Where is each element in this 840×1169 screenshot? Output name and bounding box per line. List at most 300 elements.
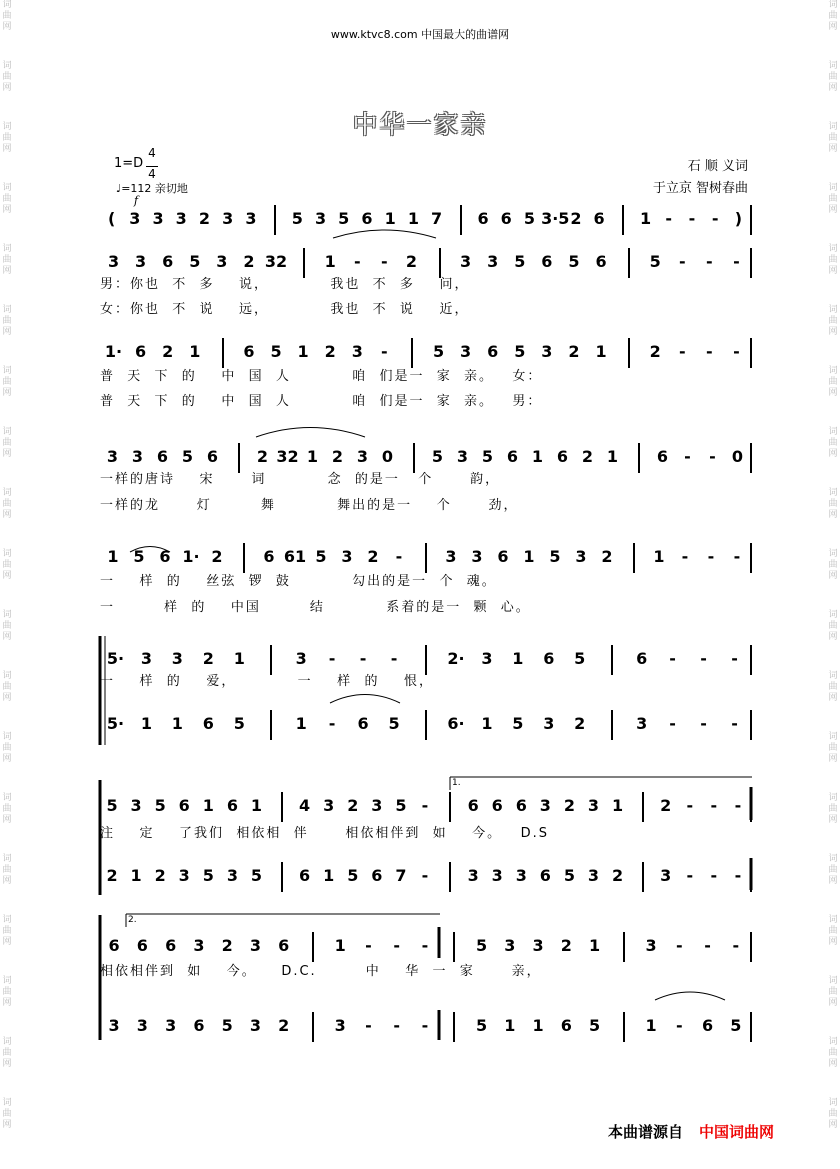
note: - xyxy=(669,714,676,733)
note: 3 xyxy=(226,866,238,885)
note: 3 xyxy=(130,796,142,815)
footer-source-link[interactable]: 中国词曲网 xyxy=(699,1123,775,1141)
watermark-text: 词 曲 网 xyxy=(2,305,12,337)
note: 3 xyxy=(351,342,363,361)
note: 6 xyxy=(202,714,214,733)
watermark-text: 词 曲 网 xyxy=(828,976,838,1008)
note: 6 xyxy=(467,796,479,815)
note: 3 xyxy=(136,1016,148,1035)
site-header: www.ktvc8.com 中国最大的曲谱网 xyxy=(330,28,510,41)
note: 3 xyxy=(575,547,587,566)
note: ) xyxy=(734,209,743,228)
note: 1 xyxy=(306,447,319,466)
note: 2 xyxy=(649,342,661,361)
note: - xyxy=(381,252,388,271)
note: 1 xyxy=(334,936,346,955)
lyric-line: 一样的龙 灯 舞 舞出的是一 个 劲， xyxy=(100,498,519,513)
note: - xyxy=(681,547,689,566)
note: 6 xyxy=(539,866,551,885)
note: 3 xyxy=(107,252,120,271)
note: 3 xyxy=(539,796,551,815)
note: 6 xyxy=(361,209,373,228)
watermark-text: 词 曲 网 xyxy=(2,610,12,642)
note: - xyxy=(706,342,713,361)
watermark-text: 词 曲 网 xyxy=(828,366,838,398)
note: - xyxy=(733,547,741,566)
note: 6 xyxy=(595,252,607,271)
note: 6 xyxy=(357,714,369,733)
watermark-text: 词 曲 网 xyxy=(2,244,12,276)
lyricist-credit: 石 顺 义词 xyxy=(687,159,748,174)
note: 6 xyxy=(108,936,120,955)
note: - xyxy=(684,447,691,466)
note: 6 xyxy=(299,866,311,885)
note: 1 xyxy=(612,796,624,815)
note: 3 xyxy=(216,252,228,271)
note: 1 xyxy=(140,714,152,733)
note: 6 xyxy=(506,447,519,466)
watermark-text: 词 曲 网 xyxy=(2,183,12,215)
note: 6 xyxy=(487,342,499,361)
note: 5 xyxy=(512,714,524,733)
note: 3 xyxy=(445,547,457,566)
note: 3 xyxy=(491,866,503,885)
note: 3 xyxy=(295,649,307,668)
note: 61 xyxy=(283,547,307,566)
lyric-line: 一 样 的 中国 结 系着的是一 颗 心。 xyxy=(100,600,531,615)
note: 2 xyxy=(221,936,233,955)
watermark-text: 词 曲 网 xyxy=(828,488,838,520)
note: 1 xyxy=(189,342,201,361)
note: 5 xyxy=(588,1016,601,1035)
note: 5 xyxy=(181,447,194,466)
footer-source xyxy=(608,1121,774,1142)
note: - xyxy=(395,547,403,566)
note: 5 xyxy=(106,796,118,815)
note: 5 xyxy=(514,342,526,361)
note: 32 xyxy=(276,447,299,466)
note: 5 xyxy=(315,547,327,566)
note: 1 xyxy=(202,796,214,815)
note: 1 xyxy=(523,547,535,566)
watermark-text: 词 曲 网 xyxy=(2,1037,12,1069)
note: 5 xyxy=(250,866,263,885)
note: 2 xyxy=(570,209,582,228)
note: - xyxy=(421,936,429,955)
note: 5 xyxy=(431,447,444,466)
note: 2 xyxy=(560,936,572,955)
note: 5· xyxy=(106,649,125,668)
note: 3 xyxy=(175,209,187,228)
watermark-text: 词 曲 网 xyxy=(828,732,838,764)
note: ( xyxy=(107,209,116,228)
note: 5 xyxy=(202,866,214,885)
note: 3 xyxy=(249,1016,261,1035)
note: 1 xyxy=(606,447,619,466)
note: - xyxy=(688,209,696,228)
note: - xyxy=(733,342,740,361)
watermark-text: 词 曲 网 xyxy=(2,0,12,32)
note: 2 xyxy=(198,209,211,228)
note: 5 xyxy=(221,1016,233,1035)
note: 6 xyxy=(656,447,669,466)
note: 1 xyxy=(324,252,336,271)
watermark-text: 词 曲 网 xyxy=(2,732,12,764)
note: 32 xyxy=(264,252,288,271)
note: 2 xyxy=(331,447,344,466)
note: - xyxy=(365,936,372,955)
note: 3 xyxy=(131,447,144,466)
lyric-line: 注 定 了我们 相依相 伴 相依相伴到 如 今。 D.S xyxy=(100,826,549,841)
note: 2 xyxy=(278,1016,290,1035)
note: - xyxy=(390,649,398,668)
watermark-text: 词 曲 网 xyxy=(2,366,12,398)
note: 1 xyxy=(233,649,245,668)
note: - xyxy=(421,796,429,815)
lyric-line: 一样的唐诗 宋 词 念 的是一 个 韵， xyxy=(100,472,501,487)
note: - xyxy=(676,936,683,955)
note: 3 xyxy=(532,936,544,955)
note: 6 xyxy=(243,342,255,361)
note: 3 xyxy=(106,447,119,466)
note: 2 xyxy=(256,447,269,466)
note: 3 xyxy=(178,866,190,885)
note: 2 xyxy=(154,866,166,885)
note: 3 xyxy=(152,209,164,228)
note: 6 xyxy=(263,547,275,566)
note: 5 xyxy=(432,342,445,361)
note: 2 xyxy=(202,649,214,668)
note: 3 xyxy=(222,209,234,228)
note: - xyxy=(704,936,711,955)
lyric-line: 相依相伴到 如 今。 D.C. 中 华 一 家 亲， xyxy=(100,964,542,979)
note: 1 xyxy=(250,796,263,815)
note: 5 xyxy=(481,447,494,466)
note: 6 xyxy=(541,252,553,271)
note: - xyxy=(328,649,336,668)
note: 2 xyxy=(367,547,379,566)
note: 3 xyxy=(460,342,472,361)
note: 5 xyxy=(233,714,245,733)
note: 1 xyxy=(588,936,601,955)
note: - xyxy=(393,936,401,955)
note: 3 xyxy=(249,936,261,955)
watermark-text: 词 曲 网 xyxy=(2,854,12,886)
note: 6 xyxy=(500,209,512,228)
note: - xyxy=(700,649,707,668)
watermark-text: 词 曲 网 xyxy=(828,915,838,947)
note: 1· xyxy=(104,342,123,361)
note: - xyxy=(731,649,738,668)
note: 6 xyxy=(556,447,569,466)
watermark-text: 词 曲 网 xyxy=(828,183,838,215)
note: 6 xyxy=(371,866,383,885)
note: 5 xyxy=(189,252,201,271)
note: 3 xyxy=(487,252,499,271)
note: 6 xyxy=(543,649,555,668)
note: 3 xyxy=(587,796,600,815)
note: 3 xyxy=(135,252,147,271)
note: 1 xyxy=(532,1016,544,1035)
note: 1 xyxy=(504,1016,516,1035)
note: - xyxy=(421,1016,429,1035)
watermark-text: 词 曲 网 xyxy=(2,427,12,459)
note: 2 xyxy=(347,796,359,815)
meter-bottom: 4 xyxy=(146,166,158,181)
note: - xyxy=(665,209,673,228)
note: 3 xyxy=(471,547,483,566)
note: 3 xyxy=(193,936,205,955)
note: 2· xyxy=(447,649,465,668)
note: 6 xyxy=(278,936,290,955)
note: 2 xyxy=(563,796,575,815)
note: 5 xyxy=(154,796,166,815)
watermark-text: 词 曲 网 xyxy=(828,610,838,642)
note: 3 xyxy=(460,252,472,271)
note: 5 xyxy=(291,209,303,228)
note: 5 xyxy=(730,1016,742,1035)
note: 6 xyxy=(156,447,169,466)
note: 1 xyxy=(512,649,524,668)
note: 1 xyxy=(171,714,183,733)
composer-credit: 于立京 智树春曲 xyxy=(652,181,748,196)
note: 5 xyxy=(523,209,536,228)
watermark-text: 词 曲 网 xyxy=(2,122,12,154)
lyric-line: 女：你也 不 说 远， 我也 不 说 近， xyxy=(100,302,470,317)
note: 1 xyxy=(481,714,493,733)
note: - xyxy=(421,866,429,885)
note: 5· xyxy=(106,714,125,733)
note: 5 xyxy=(574,649,586,668)
note: - xyxy=(686,796,694,815)
note: - xyxy=(706,252,713,271)
note: 3 xyxy=(587,866,600,885)
note: 5 xyxy=(133,547,145,566)
note: 1 xyxy=(107,547,119,566)
dynamic-mark: f xyxy=(134,194,139,207)
note: 1 xyxy=(297,342,309,361)
note: 5 xyxy=(347,866,359,885)
volta-1-label: 1. xyxy=(452,778,461,788)
note: 2 xyxy=(243,252,255,271)
note: 6 xyxy=(593,209,605,228)
note: - xyxy=(359,649,367,668)
note: - xyxy=(732,936,740,955)
note: 5 xyxy=(388,714,400,733)
footer-source-label: 本曲谱源自 xyxy=(608,1123,684,1141)
note: 6 xyxy=(477,209,489,228)
note: - xyxy=(686,866,694,885)
note: 2 xyxy=(601,547,613,566)
note: - xyxy=(709,447,716,466)
note: 3·5 xyxy=(541,209,570,228)
tempo-mark: ♩=112 亲切地 xyxy=(116,182,188,195)
note: 1 xyxy=(130,866,142,885)
note: 3 xyxy=(467,866,479,885)
note: 3 xyxy=(541,342,553,361)
note: - xyxy=(710,796,718,815)
note: 6 xyxy=(515,796,527,815)
note: 3 xyxy=(165,1016,177,1035)
note: - xyxy=(700,714,707,733)
note: - xyxy=(731,714,738,733)
note: - xyxy=(381,342,388,361)
note: 3 xyxy=(660,866,672,885)
lyric-line: 男：你也 不 多 说， 我也 不 多 问， xyxy=(100,277,470,292)
note: 7 xyxy=(431,209,443,228)
note: 1 xyxy=(407,209,419,228)
note: 2 xyxy=(612,866,624,885)
note: 3 xyxy=(515,866,527,885)
note: 2 xyxy=(568,342,580,361)
note: 5 xyxy=(649,252,661,271)
watermark-text: 词 曲 网 xyxy=(828,793,838,825)
note: 3 xyxy=(129,209,141,228)
note: 3 xyxy=(645,936,657,955)
watermark-text: 词 曲 网 xyxy=(2,976,12,1008)
note: 2 xyxy=(106,866,118,885)
lyric-line: 普 天 下 的 中 国 人 咱 们是一 家 亲。 女： xyxy=(100,369,543,384)
note: 1 xyxy=(639,209,652,228)
note: - xyxy=(353,252,361,271)
note: 2 xyxy=(324,342,336,361)
note: 1 xyxy=(653,547,665,566)
note: 1 xyxy=(384,209,396,228)
note: 5 xyxy=(475,1016,488,1035)
note: 6 xyxy=(226,796,238,815)
note: - xyxy=(707,547,715,566)
note: 3 xyxy=(245,209,257,228)
note: - xyxy=(678,342,686,361)
note: 2 xyxy=(581,447,594,466)
note: 3 xyxy=(323,796,335,815)
note: 0 xyxy=(381,447,394,466)
note: - xyxy=(678,252,686,271)
watermark-text: 词 曲 网 xyxy=(828,1037,838,1069)
meter-top: 4 xyxy=(148,146,156,160)
note: 3 xyxy=(371,796,383,815)
note: 3 xyxy=(108,1016,120,1035)
note: 6 xyxy=(135,342,147,361)
note: 1 xyxy=(595,342,607,361)
watermark-text: 词 曲 网 xyxy=(828,305,838,337)
note: 3 xyxy=(481,649,493,668)
watermark-text: 词 曲 网 xyxy=(828,671,838,703)
note: 6 xyxy=(136,936,148,955)
note: - xyxy=(393,1016,401,1035)
note: 0 xyxy=(731,447,744,466)
note: 2 xyxy=(660,796,672,815)
note: 6 xyxy=(636,649,648,668)
watermark-text: 词 曲 网 xyxy=(2,488,12,520)
note: 1 xyxy=(531,447,544,466)
note: 5 xyxy=(568,252,580,271)
watermark-text: 词 曲 网 xyxy=(828,427,838,459)
note: 1 xyxy=(645,1016,657,1035)
watermark-text: 词 曲 网 xyxy=(2,671,12,703)
note: 5 xyxy=(549,547,561,566)
watermark-text: 词 曲 网 xyxy=(828,61,838,93)
note: - xyxy=(365,1016,372,1035)
note: - xyxy=(734,866,742,885)
note: 5 xyxy=(514,252,526,271)
note: - xyxy=(676,1016,683,1035)
note: 5 xyxy=(563,866,575,885)
note: 2 xyxy=(574,714,586,733)
note: - xyxy=(710,866,718,885)
note: 6· xyxy=(447,714,465,733)
watermark-text: 词 曲 网 xyxy=(828,0,838,32)
watermark-text: 词 曲 网 xyxy=(2,793,12,825)
note: 7 xyxy=(395,866,407,885)
note: 1 xyxy=(295,714,307,733)
note: 3 xyxy=(543,714,555,733)
volta-2-label: 2. xyxy=(128,915,137,925)
note: 6 xyxy=(497,547,509,566)
note: 5 xyxy=(338,209,350,228)
note: - xyxy=(328,714,336,733)
note: 3 xyxy=(504,936,516,955)
note: 6 xyxy=(193,1016,205,1035)
note: 2 xyxy=(162,342,174,361)
note: 6 xyxy=(206,447,219,466)
note: - xyxy=(711,209,719,228)
note: 2 xyxy=(405,252,418,271)
note: 3 xyxy=(356,447,369,466)
note: - xyxy=(734,796,742,815)
watermark-text: 词 曲 网 xyxy=(828,549,838,581)
note: 3 xyxy=(456,447,469,466)
expression-mark: 亲切地 xyxy=(154,182,188,195)
note: 6 xyxy=(702,1016,714,1035)
note: 3 xyxy=(334,1016,346,1035)
note: 2 xyxy=(211,547,223,566)
note: 3 xyxy=(314,209,327,228)
note: 3 xyxy=(171,649,183,668)
note: 1· xyxy=(182,547,200,566)
watermark-text: 词 曲 网 xyxy=(828,244,838,276)
watermark-text: 词 曲 网 xyxy=(828,854,838,886)
watermark-text: 词 曲 网 xyxy=(2,915,12,947)
watermark-text: 词 曲 网 xyxy=(828,1098,838,1130)
note: 4 xyxy=(299,796,311,815)
key-signature: 1=D xyxy=(114,156,144,171)
watermark-text: 词 曲 网 xyxy=(2,549,12,581)
note: 6 xyxy=(159,547,171,566)
note: 3 xyxy=(636,714,648,733)
watermark-text: 词 曲 网 xyxy=(2,61,12,93)
score-title: 中华一家亲 xyxy=(352,110,488,139)
note: 3 xyxy=(140,649,152,668)
note: 6 xyxy=(491,796,503,815)
lyric-line: 普 天 下 的 中 国 人 咱 们是一 家 亲。 男： xyxy=(100,394,543,409)
note: 6 xyxy=(162,252,174,271)
note: 5 xyxy=(395,796,407,815)
note: 5 xyxy=(270,342,282,361)
note: - xyxy=(669,649,676,668)
note: 6 xyxy=(560,1016,572,1035)
note: 5 xyxy=(475,936,488,955)
note: - xyxy=(733,252,740,271)
note: 1 xyxy=(323,866,335,885)
lyric-line: 一 样 的 爱， 一 样 的 恨， xyxy=(100,674,434,689)
watermark-text: 词 曲 网 xyxy=(2,1098,12,1130)
note: 6 xyxy=(178,796,190,815)
note: 3 xyxy=(341,547,353,566)
note: 6 xyxy=(165,936,177,955)
lyric-line: 一 样 的 丝弦 锣 鼓 勾出的是一 个 魂。 xyxy=(100,574,497,589)
watermark-text: 词 曲 网 xyxy=(828,122,838,154)
